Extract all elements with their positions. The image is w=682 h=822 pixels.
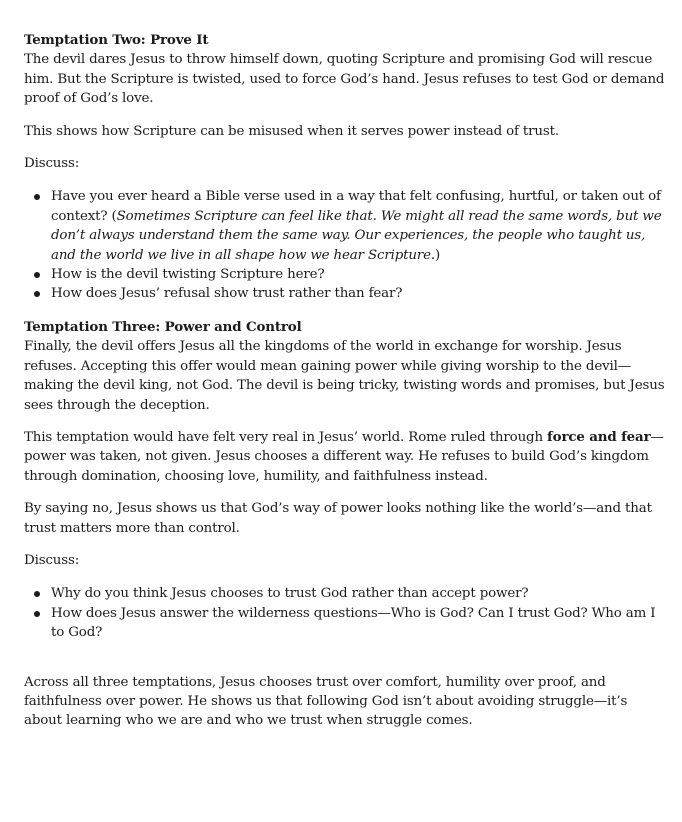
- document-body: [24, 31, 669, 731]
- discuss-label: Discuss:: [24, 156, 80, 172]
- discussion-list-three: [24, 584, 669, 642]
- question-text: Have you ever heard a Bible verse used in a way that felt confusing, hurtful, or taken out of context? (: [51, 189, 661, 224]
- list-item: How is the devil twisting Scripture here?: [51, 265, 669, 284]
- question-close-paren: ): [435, 247, 441, 263]
- text-span: This temptation would have felt very real in Jesus’ world. Rome ruled through: [24, 429, 548, 445]
- paragraph-saying-no: By saying no, Jesus shows us that God’s way of power looks nothing like the world’s—and that trust matters more than control.: [24, 501, 652, 536]
- discussion-list-two: [24, 187, 669, 303]
- question-italic-note: Sometimes Scripture can feel like that. We might all read the same words, but we don’t always understand them the same way. Our experiences, the people who taught us, and the world we live in all shape how we hear Scripture.: [51, 208, 662, 263]
- section-heading-temptation-two: Temptation Two: Prove It: [24, 32, 209, 48]
- section-heading-temptation-three: Temptation Three: Power and Control: [24, 318, 302, 335]
- list-item: Why do you think Jesus chooses to trust God rather than accept power?: [51, 584, 669, 603]
- conclusion-paragraph: Across all three temptations, Jesus chooses trust over comfort, humility over proof, and faithfulness over power. He shows us that following God isn’t about avoiding struggle—it’s about learning who we are and who we trust when struggle comes.: [24, 674, 628, 729]
- paragraph-scripture-misused: This shows how Scripture can be misused when it serves power instead of trust.: [24, 123, 559, 139]
- list-item: How does Jesus’ refusal show trust rather than fear?: [51, 284, 669, 303]
- paragraph-rome-context: [24, 428, 669, 486]
- paragraph-prove-it: The devil dares Jesus to throw himself down, quoting Scripture and promising God will rescue him. But the Scripture is twisted, used to force God’s hand. Jesus refuses to test God or demand proof of God’s love.: [24, 52, 665, 107]
- list-item: [51, 187, 669, 265]
- text-span: —power was taken, not given. Jesus chooses a different way. He refuses to build God’s kingdom through domination, choosing love, humility, and faithfulness instead.: [24, 429, 664, 484]
- discuss-label: Discuss:: [24, 552, 80, 568]
- bold-phrase: force and fear: [547, 428, 651, 445]
- paragraph-kingdoms-offer: Finally, the devil offers Jesus all the kingdoms of the world in exchange for worship. Jesus refuses. Accepting this offer would mean gaining power while giving worship to the devil—making the devil king, not God. The devil is being tricky, twisting words and promises, but Jesus sees through the deception.: [24, 339, 665, 413]
- list-item: How does Jesus answer the wilderness questions—Who is God? Can I trust God? Who am I to God?: [51, 604, 669, 643]
